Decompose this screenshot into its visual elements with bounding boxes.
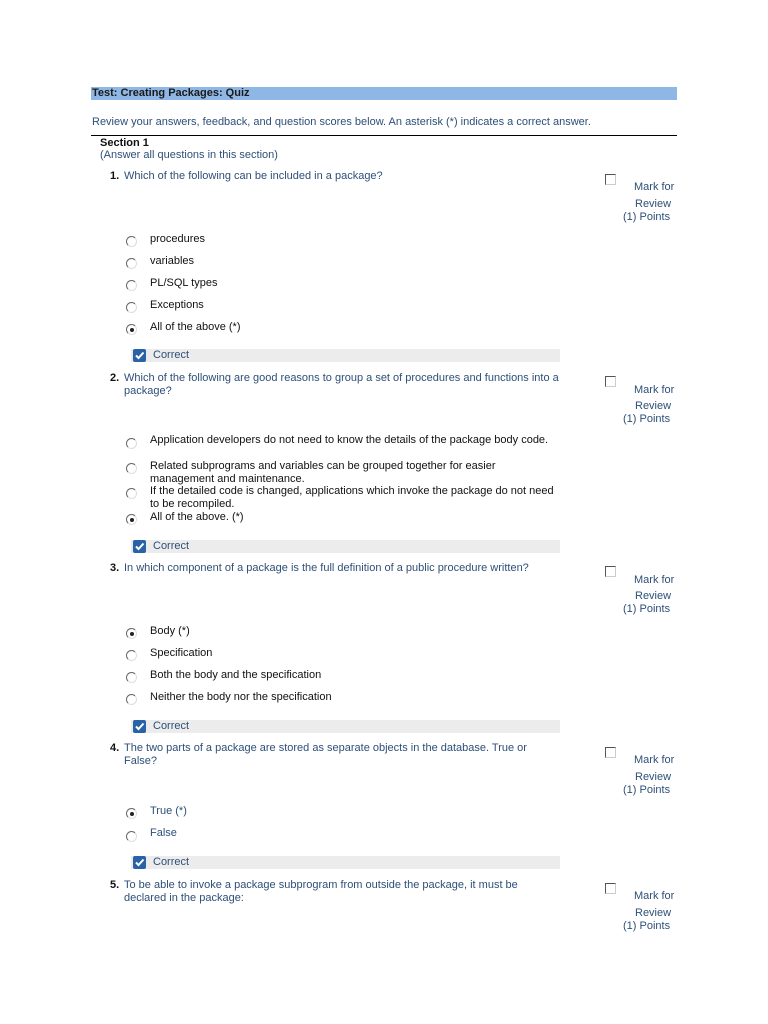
answer-text: True (*) (150, 805, 187, 817)
question-number: 4. (110, 742, 120, 754)
review-label: Review (635, 907, 672, 919)
mark-for-label: Mark for (634, 754, 675, 766)
question-text: Which of the following are good reasons to group a set of procedures and functions into a package? (124, 372, 559, 397)
mark-for-review-checkbox[interactable] (605, 376, 616, 387)
test-title: Test: Creating Packages: Quiz (92, 87, 250, 99)
answer-radio[interactable] (126, 302, 137, 313)
mark-for-label: Mark for (634, 890, 675, 902)
feedback-text: Correct (153, 720, 190, 732)
answer-text: All of the above (*) (150, 321, 241, 333)
question-text: The two parts of a package are stored as separate objects in the database. True or False? (124, 742, 527, 767)
divider (91, 135, 677, 136)
answer-text: PL/SQL types (150, 277, 218, 289)
points-label: (1) Points (623, 211, 671, 223)
answer-radio[interactable] (126, 236, 137, 247)
answer-text: Neither the body nor the specification (150, 691, 332, 703)
check-icon (133, 349, 146, 362)
feedback-bar (131, 720, 560, 733)
points-label: (1) Points (623, 413, 671, 425)
feedback-bar (131, 540, 560, 553)
answer-text: False (150, 827, 177, 839)
answer-radio[interactable] (126, 280, 137, 291)
feedback-text: Correct (153, 540, 190, 552)
answer-text: Application developers do not need to know the details of the package body code. (150, 434, 549, 446)
answer-text: If the detailed code is changed, applications which invoke the package do not need to be recompiled. (150, 485, 554, 510)
section-subtitle: (Answer all questions in this section) (100, 149, 278, 161)
mark-for-review-checkbox[interactable] (605, 566, 616, 577)
answer-radio-selected[interactable] (126, 514, 137, 525)
feedback-bar (131, 856, 560, 869)
answer-text: Both the body and the specification (150, 669, 322, 681)
mark-for-review-checkbox[interactable] (605, 883, 616, 894)
question-text: In which component of a package is the full definition of a public procedure written? (124, 562, 529, 574)
feedback-text: Correct (153, 349, 190, 361)
answer-text: All of the above. (*) (150, 511, 244, 523)
answer-radio[interactable] (126, 831, 137, 842)
answer-radio[interactable] (126, 650, 137, 661)
section-title: Section 1 (100, 137, 149, 149)
check-icon (133, 856, 146, 869)
feedback-bar (131, 349, 560, 362)
mark-for-label: Mark for (634, 181, 675, 193)
answer-radio[interactable] (126, 258, 137, 269)
question-number: 1. (110, 170, 120, 182)
answer-radio-selected[interactable] (126, 324, 137, 335)
answer-text: variables (150, 255, 195, 267)
answer-radio-selected[interactable] (126, 628, 137, 639)
mark-for-review-checkbox[interactable] (605, 174, 616, 185)
answer-text: Related subprograms and variables can be grouped together for easier management and maintenance. (150, 460, 496, 485)
mark-for-review-checkbox[interactable] (605, 747, 616, 758)
points-label: (1) Points (623, 603, 671, 615)
review-label: Review (635, 590, 672, 602)
review-label: Review (635, 198, 672, 210)
answer-radio[interactable] (126, 694, 137, 705)
answer-radio[interactable] (126, 438, 137, 449)
check-icon (133, 720, 146, 733)
answer-radio-selected[interactable] (126, 808, 137, 819)
question-number: 2. (110, 372, 120, 384)
question-number: 3. (110, 562, 120, 574)
points-label: (1) Points (623, 920, 671, 932)
points-label: (1) Points (623, 784, 671, 796)
mark-for-label: Mark for (634, 384, 675, 396)
answer-text: Specification (150, 647, 213, 659)
check-icon (133, 540, 146, 553)
answer-text: procedures (150, 233, 206, 245)
answer-text: Body (*) (150, 625, 190, 637)
review-label: Review (635, 400, 672, 412)
review-instructions: Review your answers, feedback, and question scores below. An asterisk (*) indicates a correct answer. (92, 116, 591, 128)
answer-radio[interactable] (126, 672, 137, 683)
answer-radio[interactable] (126, 463, 137, 474)
answer-radio[interactable] (126, 488, 137, 499)
question-text: To be able to invoke a package subprogram from outside the package, it must be declared in the package: (124, 879, 518, 904)
question-number: 5. (110, 879, 120, 891)
question-text: Which of the following can be included in a package? (124, 170, 383, 182)
feedback-text: Correct (153, 856, 190, 868)
mark-for-label: Mark for (634, 574, 675, 586)
test-title-bar (91, 87, 677, 100)
review-label: Review (635, 771, 672, 783)
answer-text: Exceptions (150, 299, 204, 311)
